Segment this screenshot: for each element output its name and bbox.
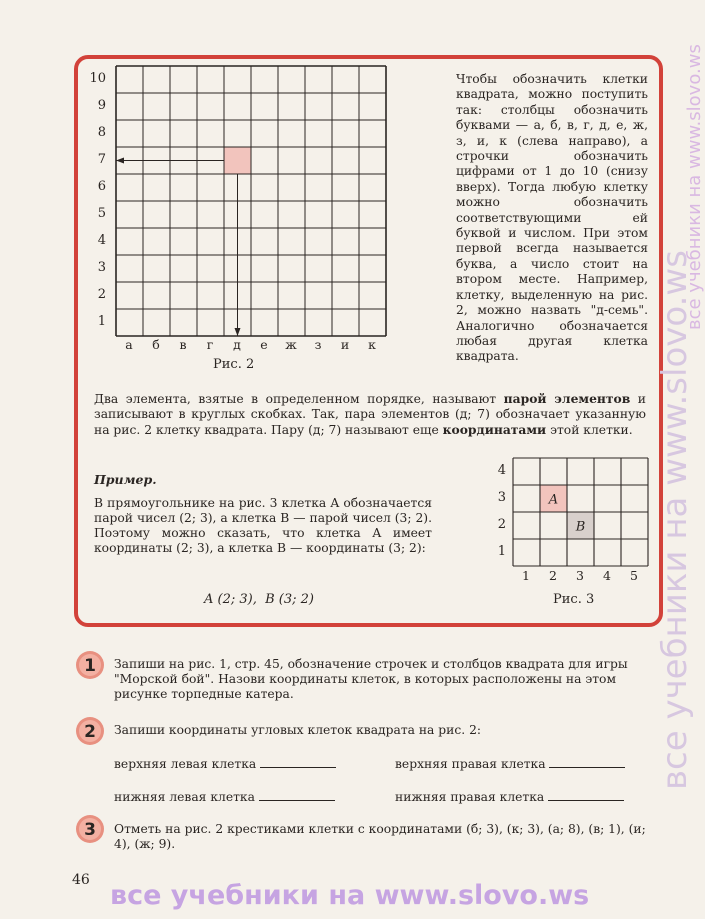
fig2-row-label: 3 xyxy=(97,260,106,275)
fig2-arrowhead-left xyxy=(116,158,124,164)
fig2-col-label: в xyxy=(179,337,187,352)
fig2-col-label: и xyxy=(340,337,350,352)
task-2-number: 2 xyxy=(84,722,96,742)
fig2-row-label: 4 xyxy=(97,233,106,248)
fig2-row-label: 1 xyxy=(97,314,106,329)
fig2-col-label: з xyxy=(314,337,322,352)
fig3-grid xyxy=(512,457,652,569)
bottom-left-blank[interactable] xyxy=(259,788,335,801)
fig3-col-label: 1 xyxy=(522,568,530,583)
task-1-text: Запиши на рис. 1, стр. 45, обозначение строчек и столбцов квадрата для игры "Морской бой". Назови координаты клеток, в которых расположены на этом рисунке торпедные катера. xyxy=(114,657,628,701)
watermark-bottom: все учебники на www.slovo.ws xyxy=(110,880,590,911)
fig2-arrowhead-down xyxy=(235,328,241,336)
bottom-right-blank[interactable] xyxy=(548,788,624,801)
fig2-row-label: 8 xyxy=(97,125,106,140)
figure-2 xyxy=(84,64,384,414)
fig3-row-label: 3 xyxy=(497,490,506,505)
fig2-row-label: 7 xyxy=(97,152,106,167)
fig2-col-label: д xyxy=(233,337,241,352)
example-text: В прямоугольнике на рис. 3 клетка A обозначается парой чисел (2; 3), а клетка B — парой чисел (3; 2). Поэтому можно сказать, что клетка A имеет координаты (2; 3), а клетка B — координаты (3; 2): xyxy=(94,496,432,555)
top-right-blank[interactable] xyxy=(549,755,625,768)
top-left-label: верхняя левая клетка xyxy=(114,757,257,771)
pair-term: парой элементов xyxy=(503,391,631,406)
bottom-right-label: нижняя правая клетка xyxy=(395,790,545,804)
task-3-badge xyxy=(75,814,105,844)
fig2-highlight-cell xyxy=(224,147,251,174)
fig3-row-label: 1 xyxy=(497,544,506,559)
fig3-row-label: 2 xyxy=(497,517,506,532)
fig2-col-label: б xyxy=(152,337,160,352)
task-2-badge xyxy=(75,716,105,746)
top-right-label: верхняя правая клетка xyxy=(395,757,546,771)
fig2-row-label: 6 xyxy=(97,179,106,194)
fig2-col-label: а xyxy=(125,337,133,352)
fig3-col-label: 2 xyxy=(549,568,557,583)
fig3-col-label: 4 xyxy=(603,568,611,583)
fig3-caption: Рис. 3 xyxy=(553,592,595,607)
answer-bottom-right xyxy=(395,788,624,805)
example-title: Пример. xyxy=(94,472,157,487)
fig2-caption: Рис. 2 xyxy=(213,357,255,372)
fig2-col-label: к xyxy=(368,337,376,352)
figure-3 xyxy=(488,455,668,615)
answer-top-right xyxy=(395,755,625,772)
cell-naming-explanation: Чтобы обозначить клетки квадрата, можно поступить так: столбцы обозначить буквами — а, б, в, г, д, е, ж, з, и, к (слева направо), а строчки обозначить цифрами от 1 до 10 (снизу вверх). Тогда любую клетку можно обозначить соответствующими ей буквой и числом. При этом первой всегда называется буква, а число стоит на втором месте. Например, клетку, выделенную на рис. 2, можно назвать "д-семь". Аналогично обозначается любая другая клетка квадрата. xyxy=(456,72,648,364)
task-1-number: 1 xyxy=(84,656,96,676)
pair-text-2: и записывают в круглых скобках. Так, пара элементов (д; 7) обозначает указанную на рис. 2 клетку квадрата. Пару (д; 7) называют еще xyxy=(94,392,646,437)
fig2-row-label: 10 xyxy=(89,71,106,86)
task-2-text: Запиши координаты угловых клеток квадрата на рис. 2: xyxy=(114,723,482,737)
task-1-badge xyxy=(75,650,105,680)
coordinates-term: координатами xyxy=(442,422,547,437)
fig2-col-label: г xyxy=(206,337,214,352)
fig3-label-b: B xyxy=(575,519,586,535)
fig2-col-label: е xyxy=(260,337,268,352)
task-3-text: Отметь на рис. 2 крестиками клетки с координатами (б; 3), (к; 3), (а; 8), (в; 1), (и; 4), (ж; 9). xyxy=(114,822,646,851)
bottom-left-label: нижняя левая клетка xyxy=(114,790,255,804)
answer-bottom-left xyxy=(114,788,335,805)
watermark-vertical: все учебники на www.slovo.ws xyxy=(655,250,695,790)
example-formula: A (2; 3), B (3; 2) xyxy=(204,592,314,607)
pair-definition xyxy=(94,391,646,438)
fig3-col-label: 5 xyxy=(630,568,638,583)
fig2-grid xyxy=(114,64,384,339)
task-3-number: 3 xyxy=(84,820,96,840)
pair-text-1: Два элемента, взятые в определенном порядке, называют xyxy=(94,392,504,406)
fig2-row-label: 5 xyxy=(97,206,106,221)
fig2-row-label: 9 xyxy=(97,98,106,113)
top-left-blank[interactable] xyxy=(260,755,336,768)
fig3-row-label: 4 xyxy=(497,463,506,478)
page-number: 46 xyxy=(72,872,90,888)
fig3-col-label: 3 xyxy=(576,568,584,583)
fig2-col-label: ж xyxy=(285,337,297,352)
fig2-row-label: 2 xyxy=(97,287,106,302)
answer-top-left xyxy=(114,755,336,772)
pair-text-3: этой клетки. xyxy=(546,423,633,437)
fig3-label-a: A xyxy=(548,492,559,508)
watermark-side: все учебники на www.slovo.ws xyxy=(684,44,705,330)
